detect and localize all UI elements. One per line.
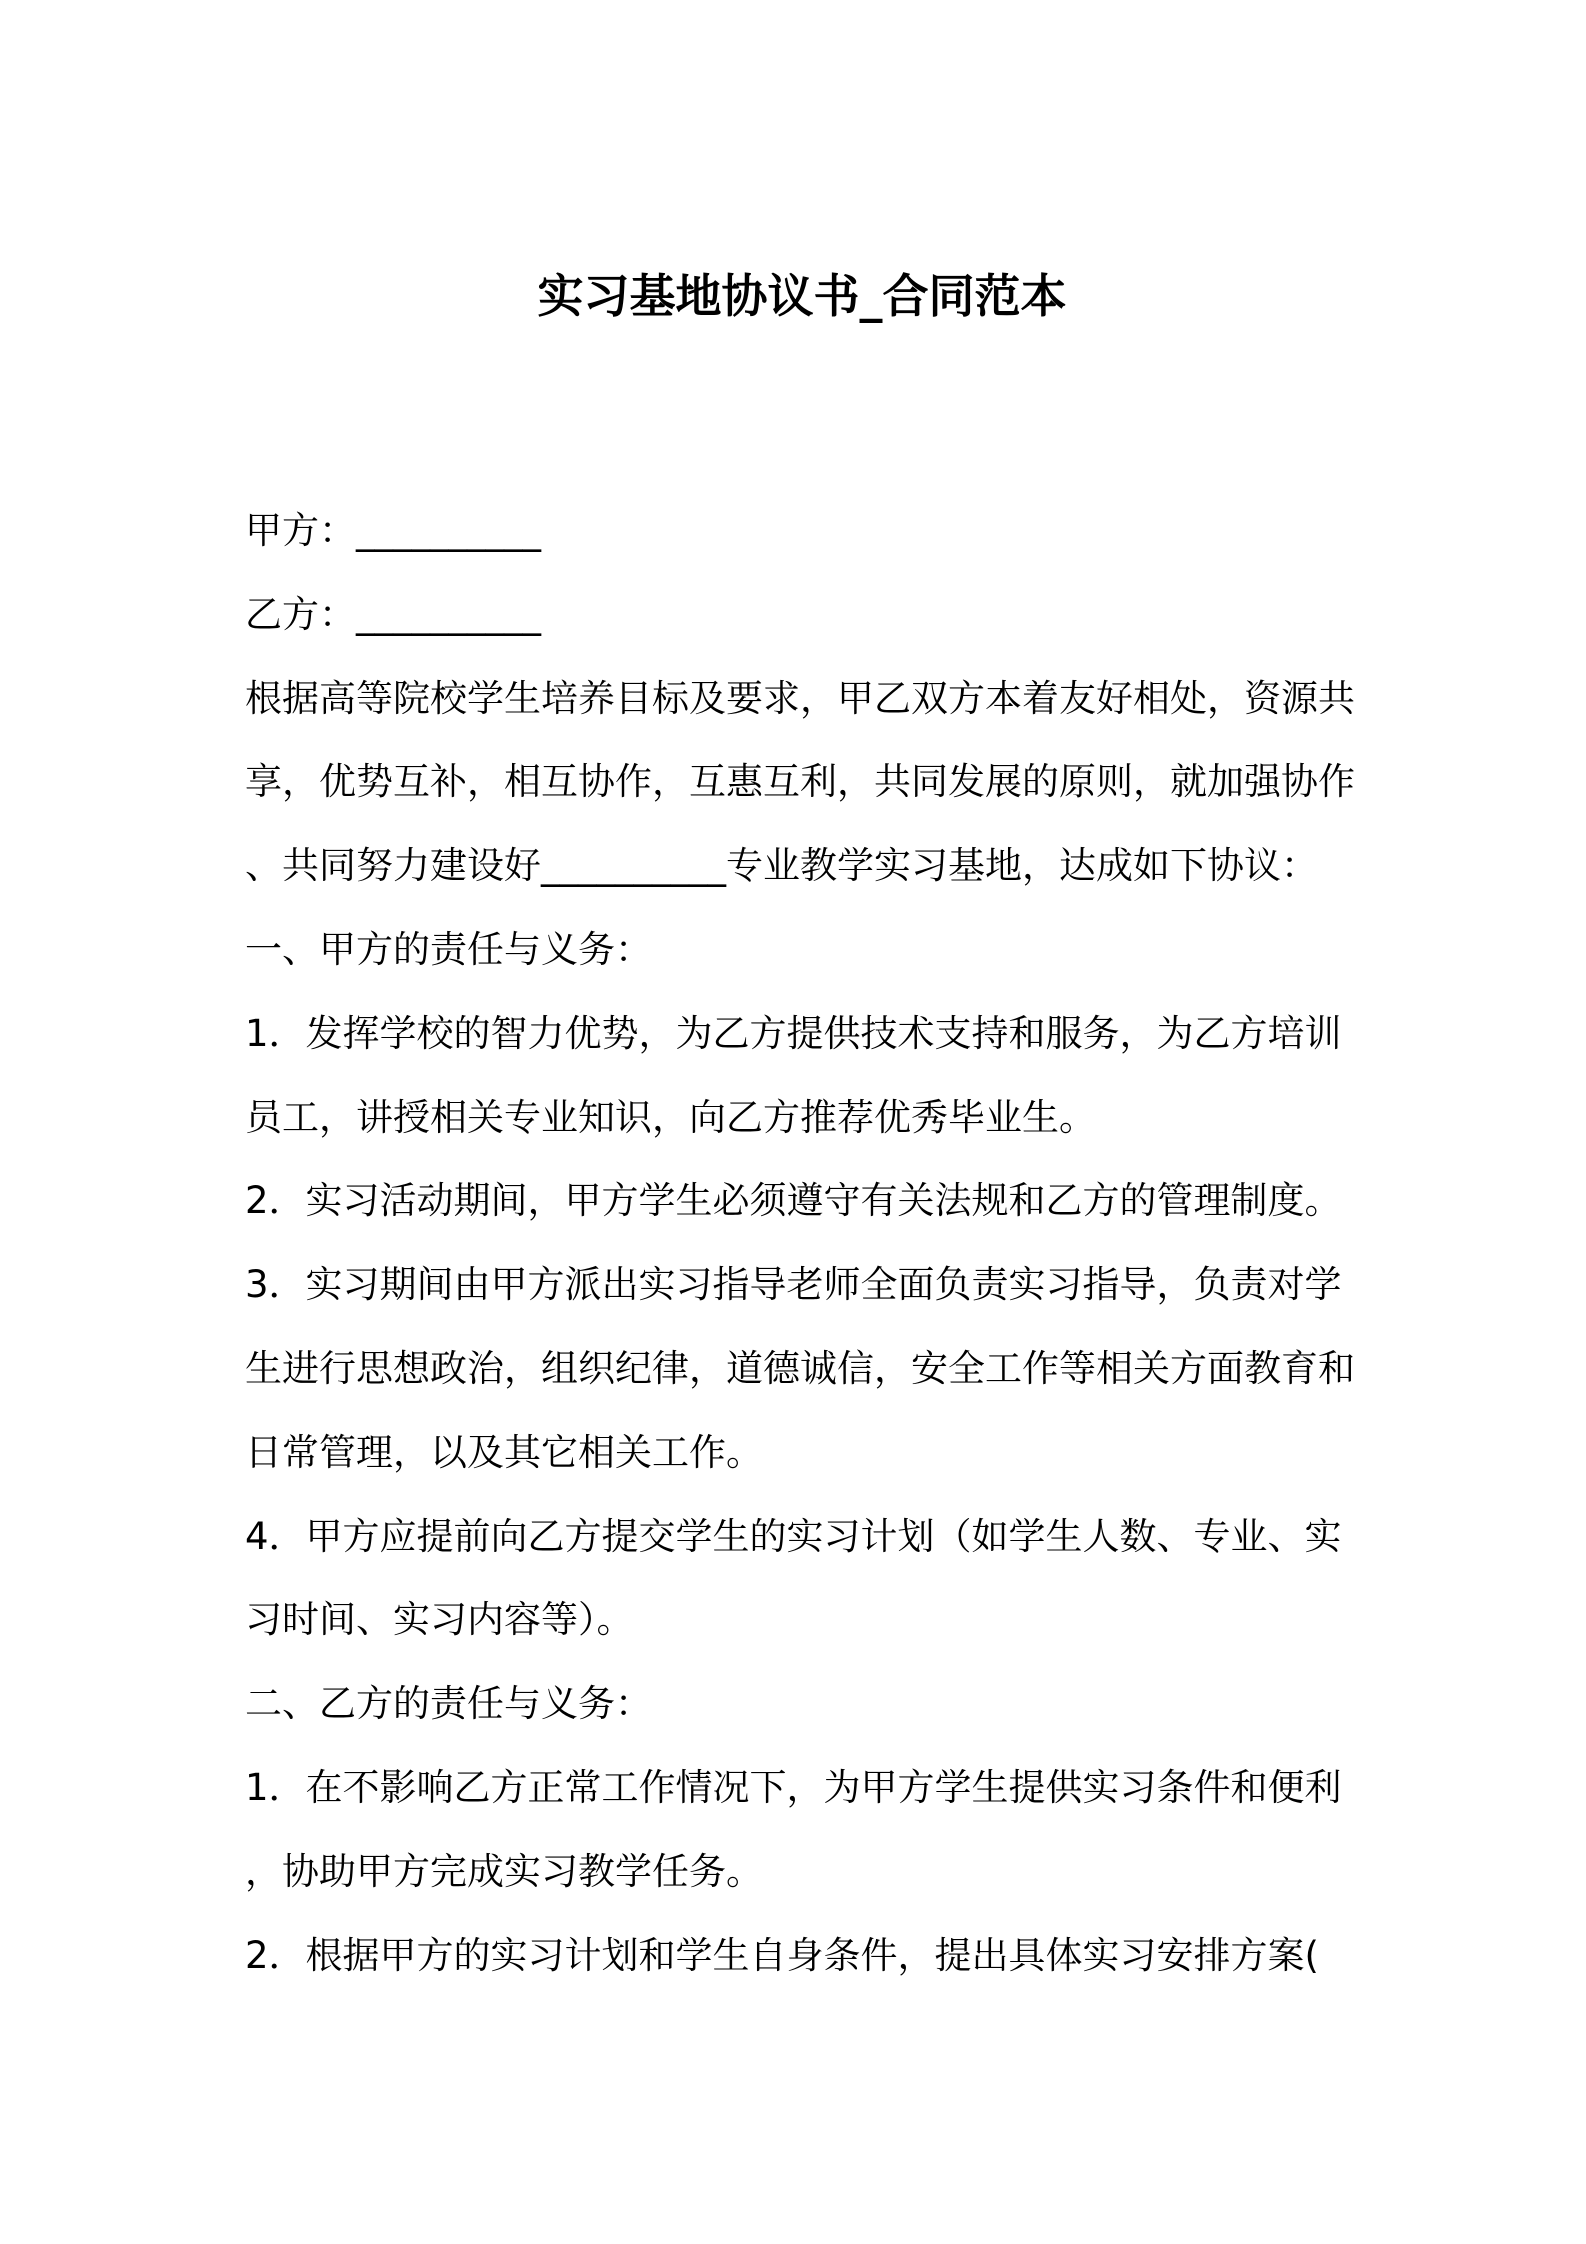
document-title: 实习基地协议书_合同范本 xyxy=(537,269,1067,323)
clause-line: 2．根据甲方的实习计划和学生自身条件，提出具体实习安排方案( xyxy=(245,1933,1319,1977)
preamble-line: 根据高等院校学生培养目标及要求，甲乙双方本着友好相处，资源共 xyxy=(245,676,1355,720)
clause-line: 日常管理，以及其它相关工作。 xyxy=(245,1430,763,1474)
section-heading-party-b: 二、乙方的责任与义务： xyxy=(245,1682,652,1726)
preamble-line: 、共同努力建设好__________专业教学实习基地，达成如下协议： xyxy=(245,844,1318,888)
document-body xyxy=(245,489,1375,1997)
clause-line: ，协助甲方完成实习教学任务。 xyxy=(245,1849,763,1893)
clause-line: 员工，讲授相关专业知识，向乙方推荐优秀毕业生。 xyxy=(245,1095,1096,1139)
clause-line: 4．甲方应提前向乙方提交学生的实习计划（如学生人数、专业、实 xyxy=(245,1514,1342,1558)
preamble-line: 享，优势互补，相互协作，互惠互利，共同发展的原则，就加强协作 xyxy=(245,760,1355,804)
party-b-line: 乙方：__________ xyxy=(245,592,541,636)
clause-line: 2．实习活动期间，甲方学生必须遵守有关法规和乙方的管理制度。 xyxy=(245,1179,1342,1223)
clause-line: 习时间、实习内容等）。 xyxy=(245,1598,634,1642)
clause-line: 3．实习期间由甲方派出实习指导老师全面负责实习指导，负责对学 xyxy=(245,1263,1342,1307)
clause-line: 1．发挥学校的智力优势，为乙方提供技术支持和服务，为乙方培训 xyxy=(245,1011,1342,1055)
clause-line: 1．在不影响乙方正常工作情况下，为甲方学生提供实习条件和便利 xyxy=(245,1765,1342,1809)
section-heading-party-a: 一、甲方的责任与义务： xyxy=(245,927,652,971)
clause-line: 生进行思想政治，组织纪律，道德诚信，安全工作等相关方面教育和 xyxy=(245,1346,1355,1390)
party-a-line: 甲方：__________ xyxy=(245,509,541,552)
